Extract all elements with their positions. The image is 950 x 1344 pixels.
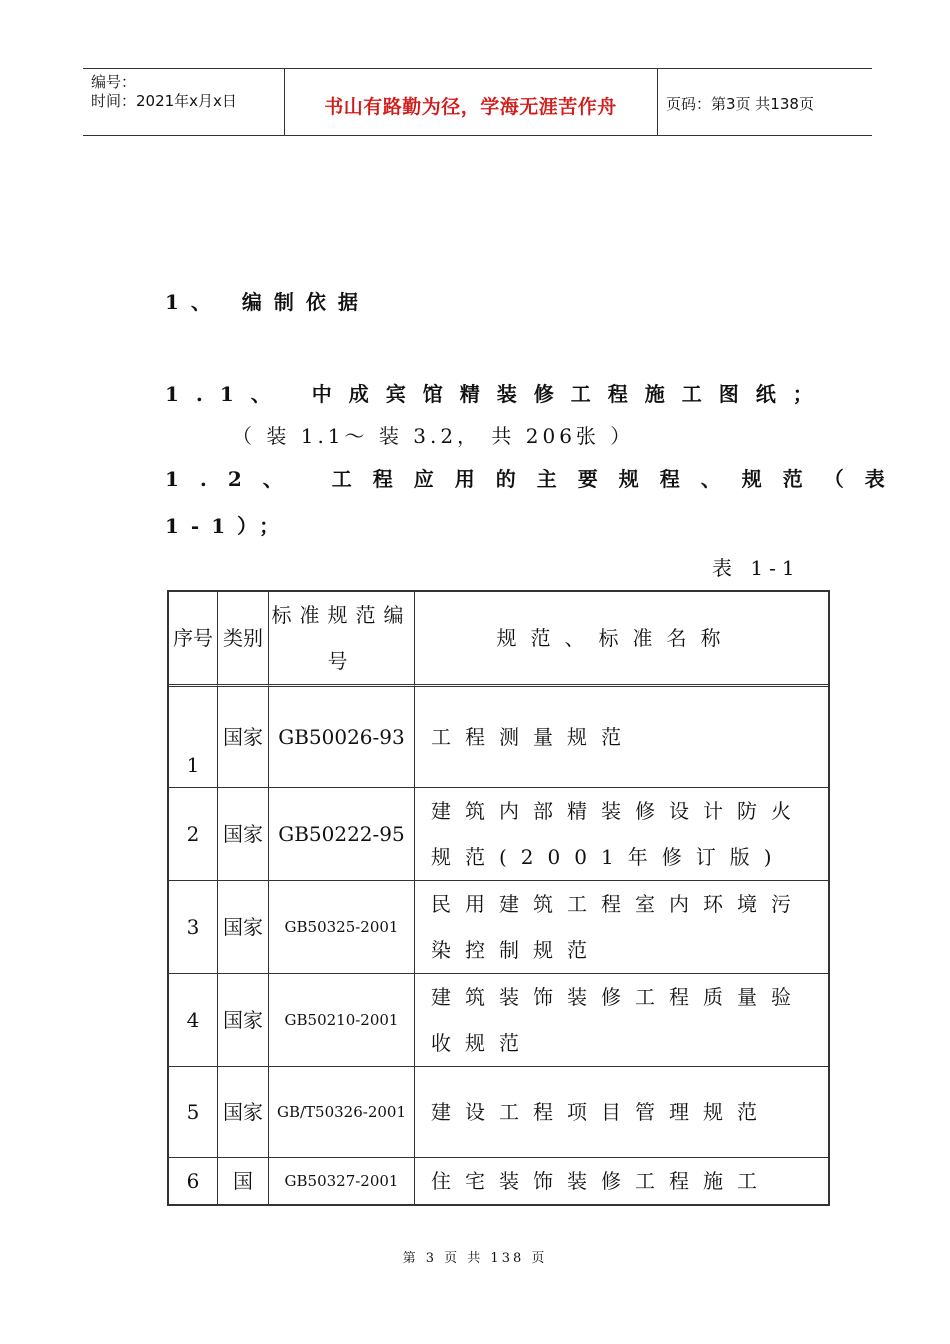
table-row (169, 974, 828, 1067)
table-row (169, 687, 828, 788)
header-no: 序号 (169, 592, 218, 687)
cell-name: 工程测量规范 (415, 687, 828, 788)
cell-no: 5 (169, 1067, 218, 1158)
table-row (169, 881, 828, 974)
header-bottom-rule (83, 135, 872, 136)
header-category: 类别 (218, 592, 269, 687)
page-footer: 第 3 页 共 138 页 (402, 1251, 548, 1266)
standards-table (167, 590, 830, 1206)
cell-code: GB50026-93 (269, 687, 415, 788)
header-code: 标准规范编号 (269, 592, 415, 687)
section-1-heading: 1、 编制依据 (165, 290, 370, 314)
cell-category: 国家 (218, 881, 269, 974)
section-1-2-heading-line2: 1-1）； (165, 514, 292, 538)
cell-category: 国 (218, 1158, 269, 1204)
header-motto: 书山有路勤为径，学海无涯苦作舟 (324, 96, 617, 118)
cell-code: GB50222-95 (269, 788, 415, 881)
table-row (169, 1067, 828, 1158)
cell-name: 建设工程项目管理规范 (415, 1067, 828, 1158)
table-row (169, 1158, 828, 1204)
cell-no: 1 (169, 687, 218, 788)
section-1-1-heading: 1.1、 中成宾馆精装修工程施工图纸； (165, 382, 830, 406)
header-page-label: 页码：第3页 共138页 (666, 95, 814, 113)
cell-category: 国家 (218, 788, 269, 881)
section-1-1-subtext: （ 装 1.1～ 装 3.2， 共 206张 ） (232, 424, 635, 448)
header-divider-right (657, 68, 658, 135)
cell-name: 民用建筑工程室内环境污染控制规范 (415, 881, 828, 974)
header-code-label: 编号： (91, 73, 137, 91)
table-header-row (169, 592, 828, 687)
cell-no: 4 (169, 974, 218, 1067)
cell-name: 建筑内部精装修设计防火规范(2001年修订版) (415, 788, 828, 881)
header-time-label: 时间：2021年x月x日 (91, 92, 237, 110)
cell-code: GB50210-2001 (269, 974, 415, 1067)
cell-no: 2 (169, 788, 218, 881)
cell-category: 国家 (218, 1067, 269, 1158)
section-1-2-heading-line1: 1.2、 工程应用的主要规程、规范（表 (165, 467, 906, 491)
table-caption: 表 1-1 (712, 556, 801, 580)
cell-code: GB/T50326-2001 (269, 1067, 415, 1158)
cell-category: 国家 (218, 687, 269, 788)
cell-no: 3 (169, 881, 218, 974)
cell-name: 住宅装饰装修工程施工 (431, 1169, 771, 1193)
cell-no: 6 (169, 1158, 218, 1204)
cell-name: 建筑装饰装修工程质量验收规范 (415, 974, 828, 1067)
cell-code: GB50325-2001 (269, 881, 415, 974)
table-row (169, 788, 828, 881)
header-name: 规范、标准名称 (415, 592, 828, 687)
header-top-rule (83, 68, 872, 69)
cell-code: GB50327-2001 (269, 1158, 415, 1204)
cell-category: 国家 (218, 974, 269, 1067)
